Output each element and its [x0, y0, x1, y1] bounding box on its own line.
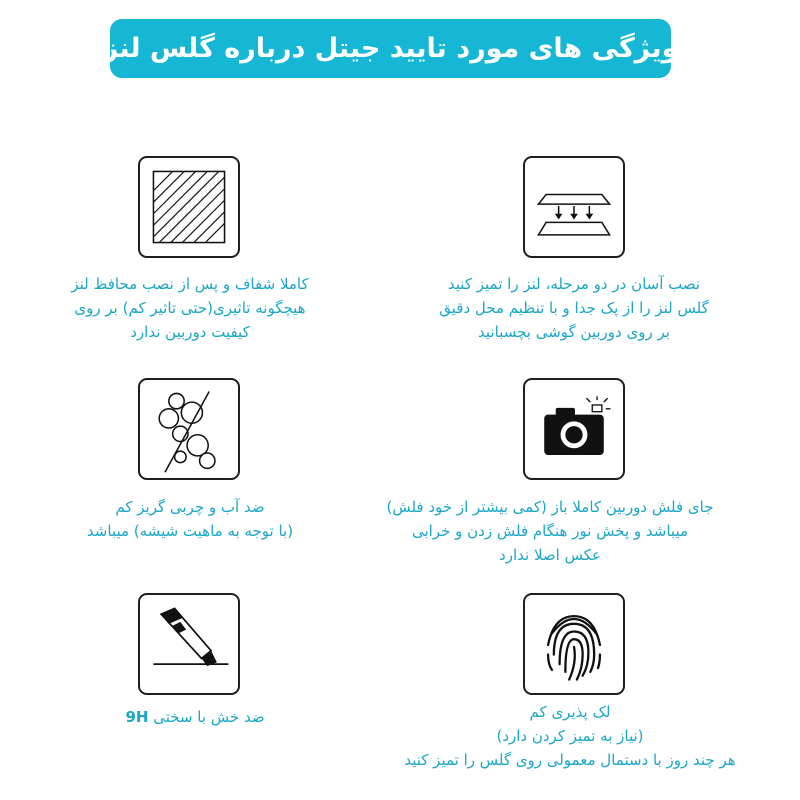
page-title: ویژگی های مورد تایید جیتل درباره گلس لنز	[102, 33, 679, 64]
feature-line: کاملا شفاف و پس از نصب محافظ لنز	[71, 275, 309, 293]
feature-line: (نیاز به تمیز کردن دارد)	[496, 727, 644, 745]
feature-line	[60, 705, 330, 729]
feature-fingerprint-text	[350, 700, 790, 772]
feature-line: عکس اصلا ندارد	[499, 546, 601, 564]
feature-line: جای فلش دوربین کاملا باز (کمی بیشتر از خود فلش)	[386, 498, 714, 516]
page-title-banner	[102, 19, 679, 78]
feature-line: لک پذیری کم	[529, 703, 611, 721]
lens-install-icon	[523, 156, 625, 258]
scratch-label: ضد خش با سختی	[153, 708, 265, 726]
water-drops-icon	[138, 378, 240, 480]
feature-line: هیچگونه تاثیری(حتی تاثیر کم) بر روی	[74, 299, 306, 317]
feature-line: بر روی دوربین گوشی بچسبانید	[478, 323, 670, 341]
hatched-glass-icon	[138, 156, 240, 258]
feature-line: ضد آب و چربی گریز کم	[115, 498, 265, 516]
feature-water-text	[40, 495, 340, 543]
cutter-scratch-icon	[138, 593, 240, 695]
feature-line: (با توجه به ماهیت شیشه) میباشد	[86, 522, 294, 540]
fingerprint-icon	[523, 593, 625, 695]
hardness-badge: 9H	[125, 708, 149, 726]
feature-transparent-text	[40, 272, 340, 344]
feature-line: میباشد و پخش نور هنگام فلش زدن و خرابی	[411, 522, 689, 540]
camera-flash-icon	[523, 378, 625, 480]
feature-scratch-text	[60, 705, 330, 729]
feature-flash-text	[340, 495, 760, 567]
feature-install-text	[404, 272, 744, 344]
feature-line: کیفیت دوربین ندارد	[130, 323, 250, 341]
feature-line: هر چند روز با دستمال معمولی روی گلس را تمیز کنید	[404, 751, 736, 769]
feature-line: نصب آسان در دو مرحله، لنز را تمیز کنید	[447, 275, 701, 293]
feature-line: گلس لنز را از پک جدا و با تنظیم محل دقیق	[439, 299, 709, 317]
